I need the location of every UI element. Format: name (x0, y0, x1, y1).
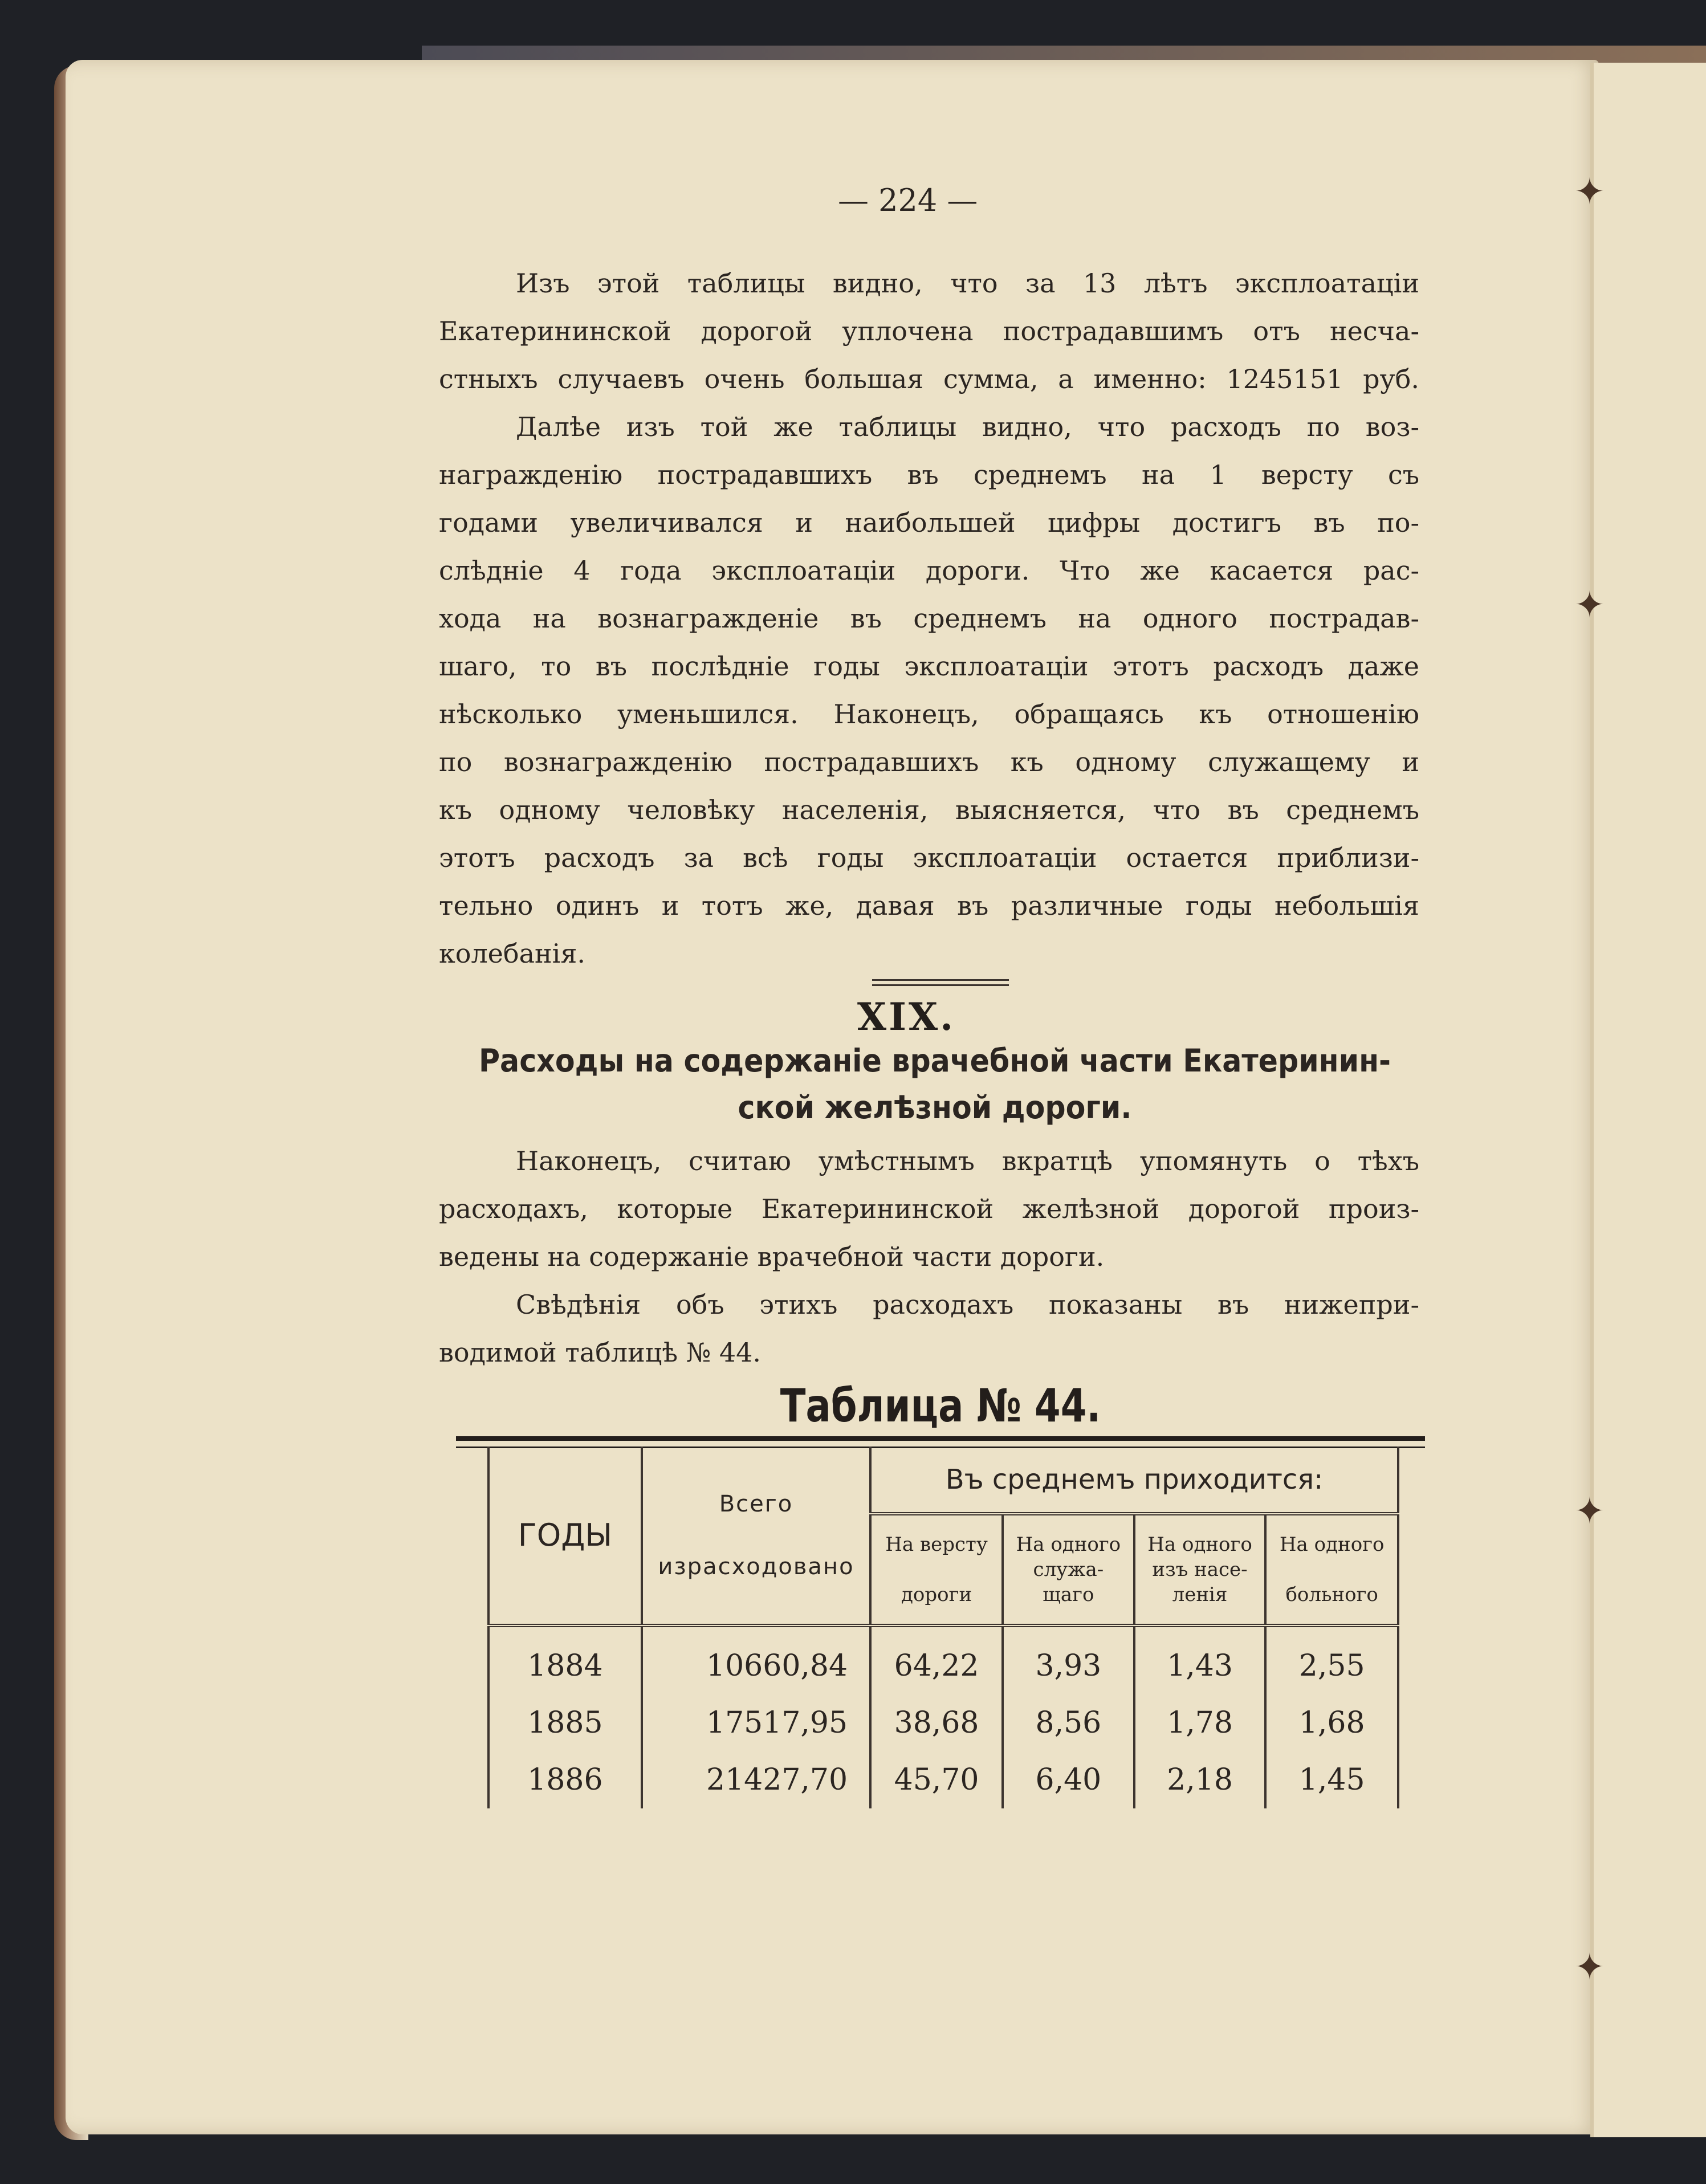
column-header-per-resident (1134, 1514, 1266, 1625)
text-line: колебанія. (439, 938, 586, 969)
cell-total: 10660,84 (642, 1637, 870, 1694)
column-group-header: Въ среднемъ приходится: (870, 1447, 1398, 1514)
text-line: Свѣдѣнія объ этихъ расходахъ показаны въ нижепри- (516, 1289, 1419, 1320)
column-header-years (488, 1447, 642, 1625)
header-line (1267, 1557, 1397, 1582)
column-header-years-label: ГОДЫ (518, 1517, 613, 1553)
section-title (479, 1037, 1391, 1131)
cell-per-employee: 6,40 (1003, 1751, 1134, 1808)
text-line: по вознагражденію пострадавшихъ къ одному служащему и (439, 747, 1419, 777)
cell-per-patient: 2,55 (1265, 1637, 1398, 1694)
section-title-line: ской желѣзной дороги. (738, 1089, 1132, 1126)
binding-thread-mark: ✦ (1574, 171, 1605, 213)
data-table-container (456, 1436, 1425, 1858)
cell-per-patient: 1,45 (1265, 1751, 1398, 1808)
binding-thread-mark: ✦ (1574, 1490, 1605, 1533)
text-line: Наконецъ, считаю умѣстнымъ вкратцѣ упомянуть о тѣхъ (516, 1146, 1419, 1176)
cell-per-resident: 1,43 (1134, 1637, 1266, 1694)
body-text (439, 1137, 1419, 1376)
column-header-total-line: израсходовано (658, 1553, 854, 1580)
data-table (487, 1447, 1399, 1808)
text-line: нѣсколько уменьшился. Наконецъ, обращаясь къ отношенію (439, 699, 1419, 730)
header-line: На одного (1279, 1533, 1385, 1556)
header-line: щаго (1043, 1583, 1094, 1606)
section-title-line: Расходы на содержаніе врачебной части Екатеринин- (478, 1042, 1391, 1079)
paragraph (439, 1281, 1419, 1376)
cell-year: 1886 (488, 1751, 642, 1808)
text-line: Екатерининской дорогой уплочена пострадавшимъ отъ несча- (439, 316, 1419, 347)
table-row (488, 1637, 1398, 1694)
text-line: слѣдніе 4 года эксплоатаціи дороги. Что же касается рас- (439, 555, 1419, 586)
table-title: Таблица № 44. (780, 1379, 1101, 1432)
table-row (488, 1751, 1398, 1808)
cell-year: 1884 (488, 1637, 642, 1694)
header-line (872, 1557, 1001, 1582)
text-line: этотъ расходъ за всѣ годы эксплоатаціи остается приблизи- (439, 842, 1419, 873)
cell-per-verst: 45,70 (870, 1751, 1003, 1808)
table-row (488, 1694, 1398, 1751)
cell-total: 17517,95 (642, 1694, 870, 1751)
text-line: ведены на содержаніе врачебной части дороги. (439, 1241, 1105, 1272)
text-line: годами увеличивался и наибольшей цифры достигъ въ по- (439, 507, 1419, 538)
column-header-total (642, 1447, 870, 1625)
column-header-per-employee (1003, 1514, 1134, 1625)
text-line: Изъ этой таблицы видно, что за 13 лѣтъ эксплоатаціи (516, 268, 1419, 299)
cell-per-verst: 64,22 (870, 1637, 1003, 1694)
binding-thread-mark: ✦ (1574, 1946, 1605, 1989)
text-line: награжденію пострадавшихъ въ среднемъ на 1 версту съ (439, 459, 1419, 490)
paragraph (439, 403, 1419, 977)
cell-per-resident: 1,78 (1134, 1694, 1266, 1751)
column-header-per-verst (870, 1514, 1003, 1625)
header-line: ленія (1172, 1583, 1228, 1606)
facing-page (1590, 63, 1706, 2137)
header-line: больного (1285, 1583, 1378, 1606)
header-line: На одного (1016, 1533, 1121, 1556)
header-line: изъ насе- (1152, 1558, 1248, 1581)
page-number: — 224 — (838, 182, 978, 218)
cell-per-employee: 8,56 (1003, 1694, 1134, 1751)
cell-year: 1885 (488, 1694, 642, 1751)
text-line: водимой таблицѣ № 44. (439, 1337, 762, 1368)
paragraph (439, 259, 1419, 403)
column-header-per-patient (1265, 1514, 1398, 1625)
cell-per-patient: 1,68 (1265, 1694, 1398, 1751)
text-line: тельно одинъ и тотъ же, давая въ различные годы небольшія (439, 890, 1419, 921)
header-line: На версту (885, 1533, 988, 1556)
section-divider (872, 979, 1009, 986)
column-header-total-line: Всего (719, 1490, 793, 1517)
cell-per-resident: 2,18 (1134, 1751, 1266, 1808)
header-separator (488, 1625, 1398, 1637)
text-line: стныхъ случаевъ очень большая сумма, а именно: 1245151 руб. (439, 364, 1419, 394)
text-line: расходахъ, которые Екатерининской желѣзной дорогой произ- (439, 1193, 1419, 1224)
text-line: къ одному человѣку населенія, выясняется, что въ среднемъ (439, 794, 1419, 825)
section-number: XIX. (857, 995, 956, 1039)
text-line: Далѣе изъ той же таблицы видно, что расходъ по воз- (516, 411, 1419, 442)
cell-per-verst: 38,68 (870, 1694, 1003, 1751)
body-text (439, 259, 1419, 977)
text-line: хода на вознагражденіе въ среднемъ на одного пострадав- (439, 603, 1419, 634)
header-line: дороги (901, 1583, 972, 1606)
binding-thread-mark: ✦ (1574, 584, 1605, 626)
text-line: шаго, то въ послѣдніе годы эксплоатаціи этотъ расходъ даже (439, 651, 1419, 682)
paragraph (439, 1137, 1419, 1281)
header-line: На одного (1147, 1533, 1252, 1556)
cell-total: 21427,70 (642, 1751, 870, 1808)
cell-per-employee: 3,93 (1003, 1637, 1134, 1694)
header-line: служа- (1033, 1558, 1104, 1581)
